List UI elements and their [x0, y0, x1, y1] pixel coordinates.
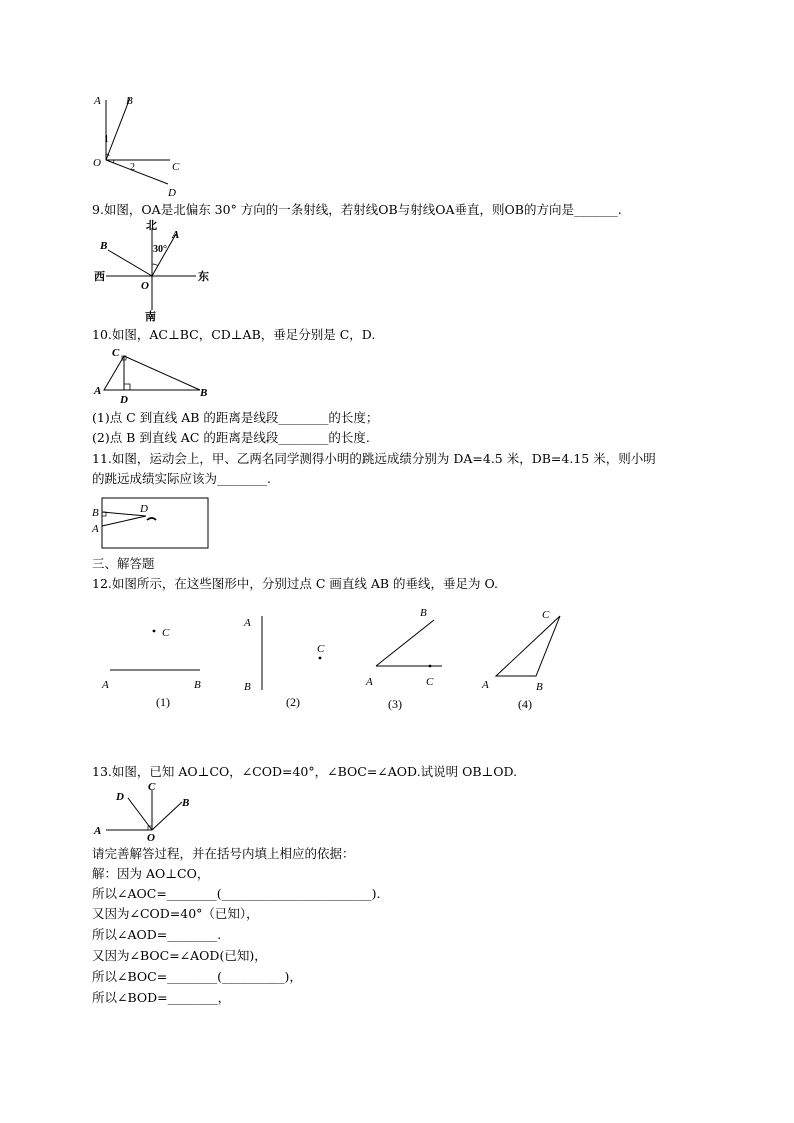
label-A: A [366, 676, 373, 688]
figure-q10-triangle [90, 344, 212, 406]
angle-1-label: 1 [104, 134, 109, 145]
q10-part2: (2)点 B 到直线 AC 的距离是线段________的长度. [92, 430, 370, 445]
label-B: B [182, 797, 190, 809]
q12-caption-3: (3) [388, 697, 402, 711]
east-label: 东 [198, 270, 209, 283]
q12-caption-2: (2) [286, 695, 300, 709]
q12-caption-4: (4) [518, 697, 532, 711]
angle-30-label: 30° [153, 244, 167, 255]
figure-q12-1 [96, 612, 216, 696]
label-D: D [120, 394, 128, 406]
figure-q12-2 [238, 608, 338, 696]
q11-text-line2: 的跳远成绩实际应该为________. [92, 471, 271, 486]
label-A: A [482, 679, 489, 691]
q9-text: 9.如图，OA是北偏东 30° 方向的一条射线，若射线OB与射线OA垂直，则OB的方向是_______. [92, 202, 622, 217]
label-C: C [317, 643, 325, 655]
label-B: B [420, 607, 427, 619]
q13-text: 13.如图，已知 AO⊥CO，∠COD=40°，∠BOC=∠AOD.试说明 OB⊥OD. [92, 764, 518, 779]
q13-step-7: 所以∠BOD=________， [92, 990, 231, 1005]
label-B: B [100, 240, 108, 252]
q12-caption-1: (1) [156, 695, 170, 709]
label-A: A [92, 523, 99, 535]
q12-text: 12.如图所示，在这些图形中，分别过点 C 画直线 AB 的垂线，垂足为 O. [92, 576, 499, 591]
q13-step-5: 又因为∠BOC=∠AOD(已知)， [92, 948, 267, 963]
q11-text-line1: 11.如图，运动会上，甲、乙两名同学测得小明的跳远成绩分别为 DA=4.5 米，DB=4.15 米，则小明 [92, 451, 656, 466]
label-A: A [94, 95, 101, 107]
section-heading: 三、解答题 [92, 556, 155, 571]
q10-part1: (1)点 C 到直线 AB 的距离是线段________的长度； [92, 410, 379, 425]
label-B: B [200, 387, 208, 399]
west-label: 西 [94, 270, 105, 283]
angle-2-label: 2 [130, 162, 135, 173]
label-C: C [542, 609, 550, 621]
label-C: C [112, 347, 120, 359]
south-label: 南 [145, 310, 156, 322]
q13-step-1: 解：因为 AO⊥CO， [92, 866, 210, 881]
label-O: O [147, 832, 155, 842]
label-D: D [116, 791, 124, 803]
label-O: O [141, 280, 149, 292]
q13-step-3: 又因为∠COD=40°（已知）， [92, 906, 259, 921]
q13-step-6: 所以∠BOC=________(__________)， [92, 969, 302, 984]
figure-q8-angles [88, 92, 198, 200]
label-D: D [168, 187, 176, 199]
label-B: B [92, 507, 99, 519]
label-D: D [140, 503, 148, 515]
north-label: 北 [146, 219, 157, 232]
figure-q11-jump [90, 494, 214, 552]
q13-instruction: 请完善解答过程，并在括号内填上相应的依据： [92, 846, 355, 861]
label-A: A [94, 385, 102, 397]
label-B: B [126, 95, 133, 107]
q13-step-2: 所以∠AOC=________(________________________). [92, 886, 381, 901]
label-C: C [426, 676, 434, 688]
label-B: B [194, 679, 201, 691]
label-B: B [244, 681, 251, 693]
label-A: A [244, 617, 251, 629]
q10-text: 10.如图，AC⊥BC，CD⊥AB，垂足分别是 C，D. [92, 327, 376, 342]
q13-step-4: 所以∠AOD=________. [92, 927, 222, 942]
label-A: A [94, 825, 102, 837]
figure-q12-4 [478, 602, 578, 692]
label-O: O [93, 157, 101, 169]
figure-q12-3 [362, 602, 452, 690]
label-C: C [172, 161, 180, 173]
label-B: B [536, 681, 543, 692]
label-C: C [162, 627, 170, 639]
figure-q13-angles [90, 778, 202, 842]
label-A: A [172, 229, 180, 241]
label-A: A [102, 679, 109, 691]
figure-q9-compass [92, 218, 212, 322]
label-C: C [148, 781, 156, 793]
